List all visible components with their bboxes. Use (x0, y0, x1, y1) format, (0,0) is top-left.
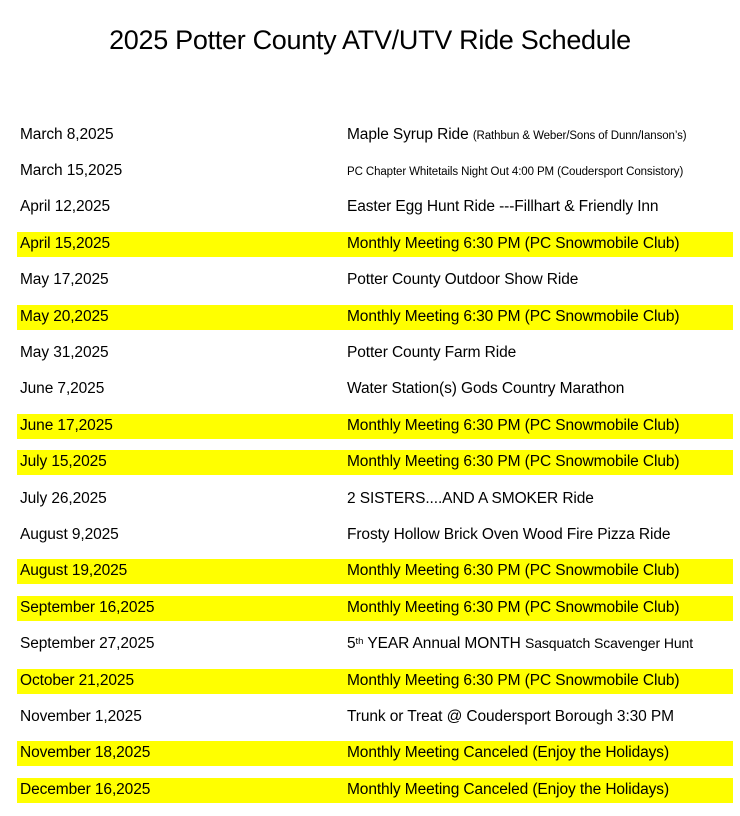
event-date: July 15,2025 (20, 453, 107, 471)
event-text-normal: Monthly Meeting 6:30 PM (PC Snowmobile Club) (347, 307, 680, 325)
schedule-row (17, 153, 733, 189)
page-title: 2025 Potter County ATV/UTV Ride Schedule (109, 25, 631, 55)
event-description (347, 708, 733, 726)
event-text-normal: Potter County Farm Ride (347, 344, 517, 362)
event-text-normal: Frosty Hollow Brick Oven Wood Fire Pizza Ride (347, 525, 671, 543)
schedule-row-inner (17, 377, 733, 402)
event-description (347, 162, 733, 180)
event-description (347, 308, 733, 326)
event-description (347, 781, 733, 799)
schedule-row (17, 408, 733, 444)
schedule-row (17, 117, 733, 153)
schedule-row-inner (17, 159, 733, 184)
schedule-row (17, 736, 733, 772)
event-date: September 27,2025 (20, 635, 155, 653)
event-date: May 31,2025 (20, 344, 109, 362)
event-description (347, 126, 733, 144)
event-text-normal: YEAR Annual MONTH (363, 635, 525, 653)
schedule-row-inner (17, 341, 733, 366)
schedule-row-inner (17, 305, 733, 330)
schedule-row-inner (17, 669, 733, 694)
schedule-row-inner (17, 232, 733, 257)
event-text-normal: Monthly Meeting 6:30 PM (PC Snowmobile Club) (347, 416, 680, 434)
event-date: April 12,2025 (20, 198, 111, 216)
schedule-row (17, 772, 733, 808)
schedule-row (17, 263, 733, 299)
event-date: April 15,2025 (20, 234, 111, 252)
event-date: November 18,2025 (20, 744, 151, 762)
event-text-normal: Monthly Meeting 6:30 PM (PC Snowmobile Club) (347, 671, 680, 689)
event-description (347, 672, 733, 690)
event-description (347, 380, 733, 398)
schedule-row-inner (17, 450, 733, 475)
event-date: May 17,2025 (20, 271, 109, 289)
schedule-row-inner (17, 778, 733, 803)
schedule-list (0, 117, 740, 808)
event-text-normal: Maple Syrup Ride (347, 125, 473, 143)
schedule-row-inner (17, 559, 733, 584)
event-description (347, 235, 733, 253)
event-date: August 9,2025 (20, 525, 119, 543)
schedule-row (17, 372, 733, 408)
event-description (347, 417, 733, 435)
schedule-row-inner (17, 632, 733, 657)
event-text-normal: Potter County Outdoor Show Ride (347, 271, 579, 289)
event-text-normal: Monthly Meeting Canceled (Enjoy the Holidays) (347, 780, 670, 798)
schedule-row-inner (17, 487, 733, 512)
schedule-row-inner (17, 268, 733, 293)
schedule-row (17, 335, 733, 371)
event-text-normal: Monthly Meeting 6:30 PM (PC Snowmobile Club) (347, 453, 680, 471)
event-text-small: (Rathbun & Weber/Sons of Dunn/Ianson’s) (472, 129, 687, 142)
event-text-normal: 2 SISTERS....AND A SMOKER Ride (347, 489, 594, 507)
schedule-row (17, 481, 733, 517)
schedule-row (17, 517, 733, 553)
event-description (347, 344, 733, 362)
schedule-row-inner (17, 123, 733, 148)
event-date: June 7,2025 (20, 380, 105, 398)
schedule-row (17, 626, 733, 662)
event-text-normal: 5 (347, 635, 356, 653)
event-date: August 19,2025 (20, 562, 128, 580)
event-text-normal: Monthly Meeting Canceled (Enjoy the Holidays) (347, 744, 670, 762)
event-date: March 8,2025 (20, 125, 114, 143)
schedule-row (17, 190, 733, 226)
event-description (347, 490, 733, 508)
event-text-sup: th (355, 636, 364, 648)
schedule-row (17, 663, 733, 699)
event-date: October 21,2025 (20, 671, 134, 689)
schedule-row (17, 590, 733, 626)
schedule-row (17, 445, 733, 481)
schedule-row-inner (17, 414, 733, 439)
event-date: November 1,2025 (20, 707, 142, 725)
event-description (347, 744, 733, 762)
event-description (347, 271, 733, 289)
event-description (347, 599, 733, 617)
event-text-medium: Sasquatch Scavenger Hunt (524, 635, 694, 652)
event-text-normal: Water Station(s) Gods Country Marathon (347, 380, 625, 398)
event-date: December 16,2025 (20, 780, 151, 798)
event-text-small: PC Chapter Whitetails Night Out 4:00 PM (Coudersport Consistory) (347, 166, 684, 179)
schedule-row-inner (17, 195, 733, 220)
schedule-row (17, 699, 733, 735)
event-text-normal: Monthly Meeting 6:30 PM (PC Snowmobile Club) (347, 598, 680, 616)
event-description (347, 453, 733, 471)
event-description (347, 526, 733, 544)
schedule-row (17, 226, 733, 262)
event-text-normal: Monthly Meeting 6:30 PM (PC Snowmobile Club) (347, 234, 680, 252)
event-date: June 17,2025 (20, 416, 113, 434)
event-description (347, 635, 733, 653)
schedule-row (17, 554, 733, 590)
event-date: March 15,2025 (20, 162, 123, 180)
event-date: July 26,2025 (20, 489, 107, 507)
schedule-row-inner (17, 741, 733, 766)
event-text-normal: Easter Egg Hunt Ride ---Fillhart & Friendly Inn (347, 198, 659, 216)
schedule-row-inner (17, 596, 733, 621)
schedule-row-inner (17, 705, 733, 730)
event-date: September 16,2025 (20, 598, 155, 616)
event-text-normal: Monthly Meeting 6:30 PM (PC Snowmobile Club) (347, 562, 680, 580)
schedule-row-inner (17, 523, 733, 548)
event-description (347, 198, 733, 216)
event-text-normal: Trunk or Treat @ Coudersport Borough 3:30 PM (347, 707, 674, 725)
event-description (347, 562, 733, 580)
schedule-row (17, 299, 733, 335)
event-date: May 20,2025 (20, 307, 109, 325)
